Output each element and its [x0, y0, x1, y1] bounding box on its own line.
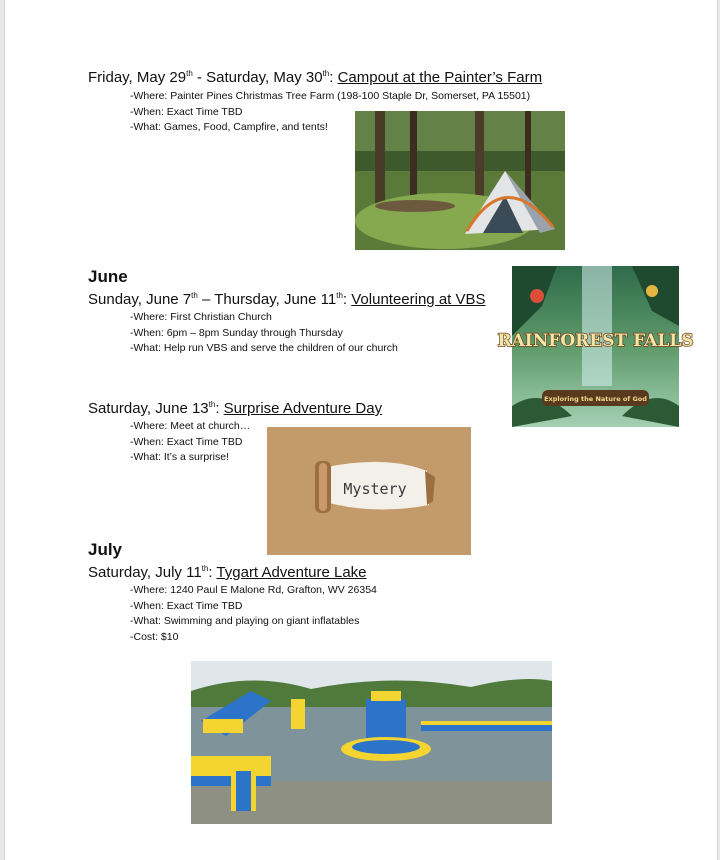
separator: : [329, 69, 338, 86]
ordinal-suffix: th [336, 291, 343, 300]
detail-what: -What: Help run VBS and serve the children of our church [130, 342, 398, 354]
detail-what: -What: It’s a surprise! [130, 451, 230, 463]
vbs-logo-title: RAINFOREST FALLS [497, 331, 694, 351]
event-heading-tygart [88, 564, 367, 581]
event-heading-campout [88, 69, 542, 86]
event-heading-surprise [88, 400, 382, 417]
detail-when: -When: Exact Time TBD [130, 105, 243, 118]
event-heading-vbs [88, 291, 486, 308]
event-details-tygart [130, 583, 377, 645]
detail-where: -Where: Painter Pines Christmas Tree Farm (198-100 Staple Dr, Somerset, PA 15501) [130, 90, 531, 102]
ordinal-suffix: th [191, 291, 198, 300]
ordinal-suffix: th [201, 564, 209, 573]
lake-inflatables-image [191, 661, 552, 824]
tent-forest-image [355, 111, 565, 250]
mystery-paper-image [267, 427, 471, 555]
event-details-vbs [130, 310, 398, 357]
detail-when: -When: Exact Time TBD [130, 599, 243, 612]
detail-what: -What: Swimming and playing on giant inflatables [130, 615, 360, 627]
vbs-logo-subtitle: Exploring the Nature of God [544, 395, 647, 403]
event-title-link[interactable]: Volunteering at VBS [351, 291, 486, 308]
mystery-text: Mystery [343, 480, 407, 498]
event-title-link[interactable]: Campout at the Painter’s Farm [337, 69, 543, 86]
event-date: Friday, May 29 [88, 69, 187, 86]
event-date: Saturday, June 13 [88, 400, 209, 417]
detail-where: -Where: First Christian Church [130, 311, 272, 323]
ordinal-suffix: th [322, 69, 330, 78]
separator: : [215, 400, 224, 417]
event-date: Sunday, June 7 [88, 291, 192, 308]
detail-where: -Where: 1240 Paul E Malone Rd, Grafton, WV 26354 [130, 584, 377, 596]
document-page [4, 0, 718, 860]
month-heading-june: June [88, 267, 128, 286]
event-title-link[interactable]: Tygart Adventure Lake [216, 564, 367, 581]
event-date-end: – Thursday, June 11 [197, 291, 337, 308]
separator: : [208, 564, 217, 581]
event-details-surprise [130, 419, 250, 466]
separator: : [342, 291, 352, 308]
event-date: Saturday, July 11 [88, 564, 202, 581]
detail-where: -Where: Meet at church… [130, 420, 251, 432]
ordinal-suffix: th [208, 400, 216, 409]
detail-what: -What: Games, Food, Campfire, and tents! [130, 121, 328, 133]
month-heading-july: July [88, 540, 123, 559]
event-title-link[interactable]: Surprise Adventure Day [223, 400, 383, 417]
detail-cost: -Cost: $10 [130, 630, 179, 643]
rainforest-falls-logo-image [497, 266, 694, 427]
detail-when: -When: 6pm – 8pm Sunday through Thursday [130, 326, 343, 339]
ordinal-suffix: th [186, 69, 193, 78]
detail-when: -When: Exact Time TBD [130, 435, 243, 448]
event-date-end: - Saturday, May 30 [192, 69, 323, 86]
